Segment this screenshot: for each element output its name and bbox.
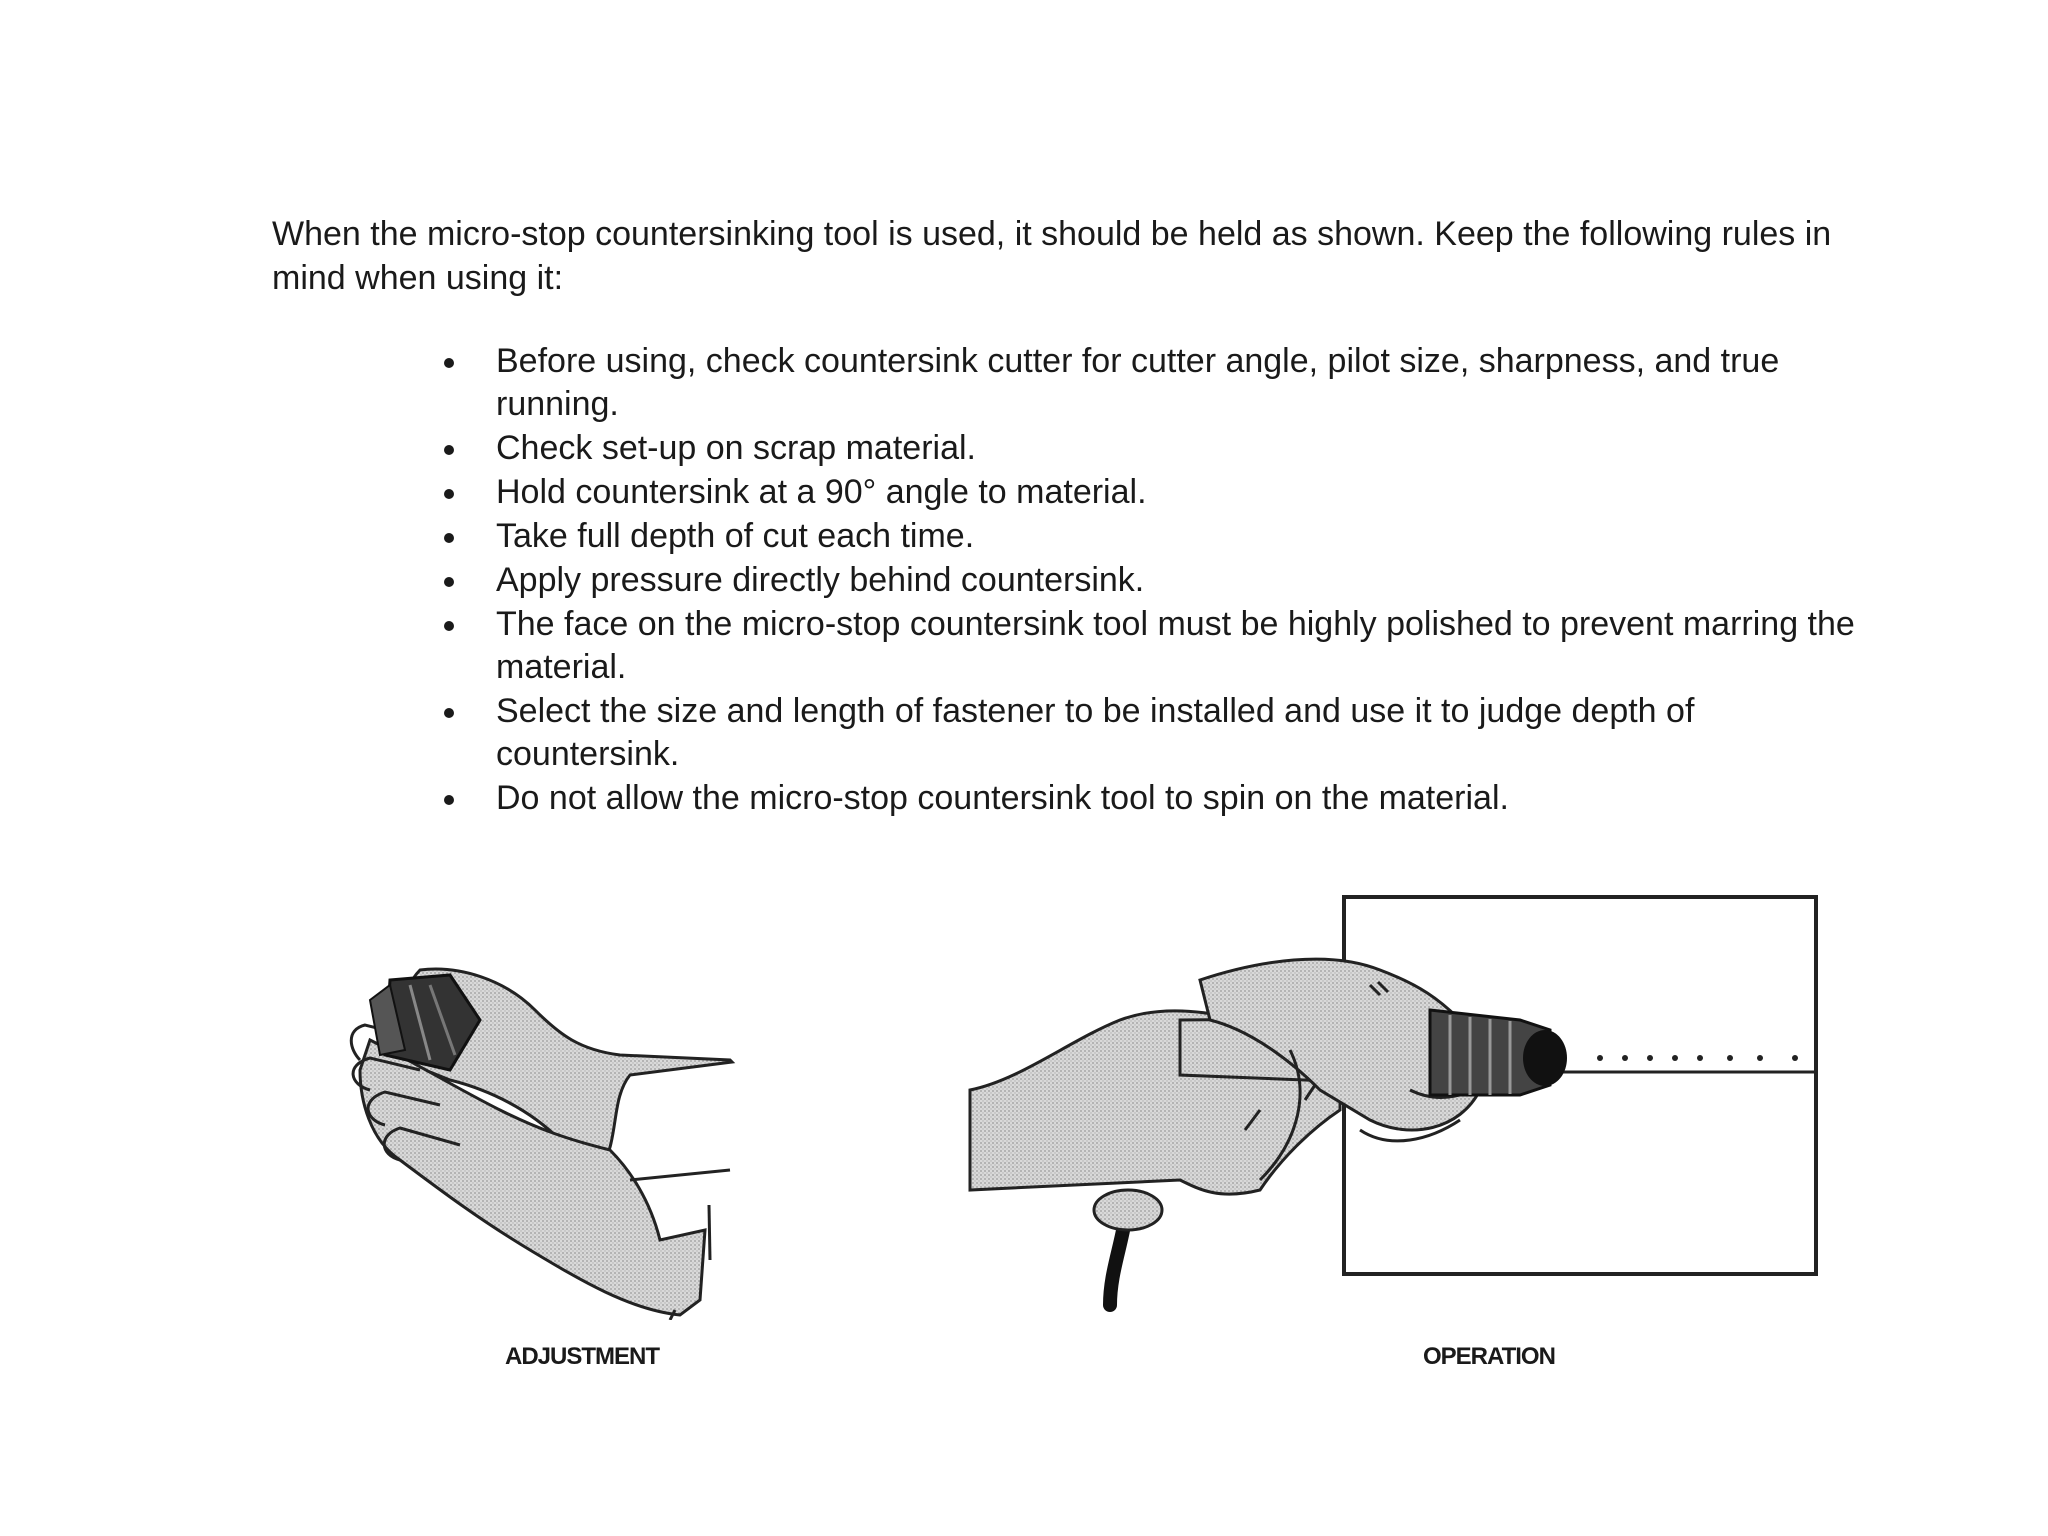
intro-paragraph: When the micro-stop countersinking tool is used, it should be held as shown. Keep the following rules in mind when using it: <box>272 215 1832 297</box>
list-item: Check set-up on scrap material. <box>440 427 1860 470</box>
rules-list <box>440 340 1860 821</box>
list-item: Apply pressure directly behind countersink. <box>440 559 1860 602</box>
operation-illustration-icon <box>960 890 1840 1330</box>
list-item: Select the size and length of fastener to be installed and use it to judge depth of countersink. <box>440 690 1860 776</box>
adjustment-illustration-icon <box>330 940 800 1320</box>
list-item: Hold countersink at a 90° angle to material. <box>440 471 1860 514</box>
list-item: Before using, check countersink cutter for cutter angle, pilot size, sharpness, and true running. <box>440 340 1860 426</box>
adjustment-caption: ADJUSTMENT <box>505 1343 660 1370</box>
list-item: The face on the micro-stop countersink tool must be highly polished to prevent marring the material. <box>440 603 1860 689</box>
operation-caption: OPERATION <box>1423 1343 1555 1370</box>
list-item: Do not allow the micro-stop countersink tool to spin on the material. <box>440 777 1860 820</box>
list-item: Take full depth of cut each time. <box>440 515 1860 558</box>
